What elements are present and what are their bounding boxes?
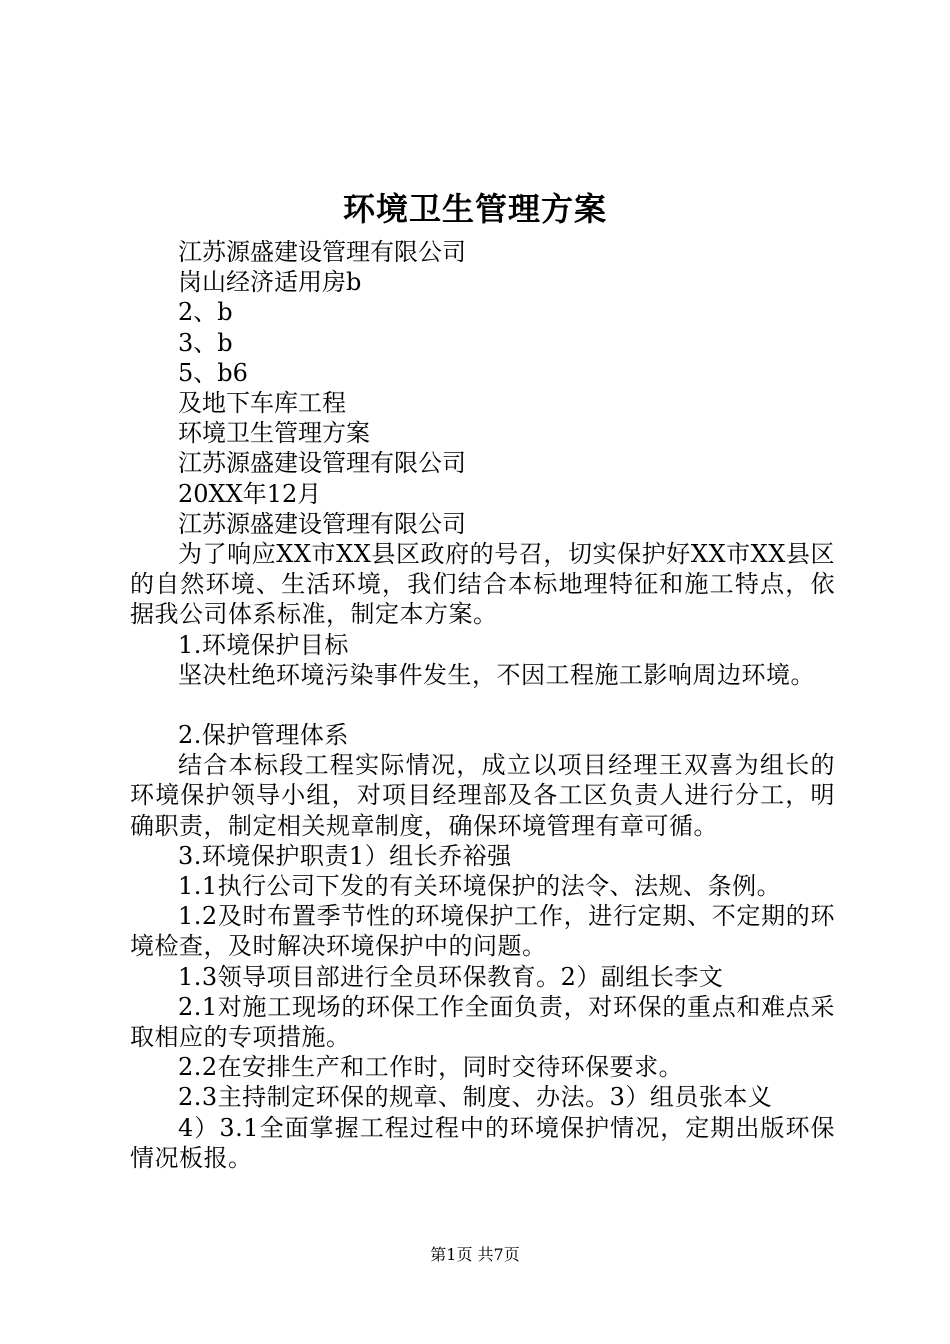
paragraph: 2.2在安排生产和工作时，同时交待环保要求。 [178,1053,684,1082]
section-heading: 3.环境保护职责1）组长乔裕强 [178,841,512,870]
paragraph: 2.1对施工现场的环保工作全面负责，对环保的重点和难点采取相应的专项措施。 [130,992,835,1052]
paragraph: 1.2及时布置季节性的环境保护工作，进行定期、不定期的环境检查，及时解决环境保护中的问题。 [130,902,835,961]
section-heading: 2.保护管理体系 [178,721,349,750]
paragraph: 坚决杜绝环境污染事件发生，不因工程施工影响周边环境。 [178,660,815,689]
document-body [130,237,835,1173]
paragraph: 为了响应XX市XX县区政府的号召，切实保护好XX市XX县区的自然环境、生活环境，我们结合本标地理特征和施工特点，依据我公司体系标准，制定本方案。 [130,540,835,629]
document-title: 环境卫生管理方案 [342,190,607,228]
paragraph: 1.1执行公司下发的有关环境保护的法令、法规、条例。 [178,872,782,901]
header-line: 2、b [178,298,233,327]
header-line: 环境卫生管理方案 [178,419,370,448]
paragraph: 结合本标段工程实际情况，成立以项目经理王双喜为组长的环境保护领导小组，对项目经理部及各工区负责人进行分工，明确职责，制定相关规章制度，确保环境管理有章可循。 [130,751,835,840]
header-line: 3、b [178,328,233,357]
header-line: 及地下车库工程 [178,389,346,418]
blank-line [130,690,835,720]
header-line: 5、b6 [178,358,248,387]
header-line: 江苏源盛建设管理有限公司 [178,449,466,478]
header-line: 江苏源盛建设管理有限公司 [178,509,466,538]
paragraph: 1.3领导项目部进行全员环保教育。2）副组长李文 [178,962,724,991]
page-footer: 第1页 共7页 [430,1245,520,1264]
header-line: 20XX年12月 [178,479,322,508]
paragraph: 2.3主持制定环保的规章、制度、办法。3）组员张本义 [178,1083,773,1112]
section-heading: 1.环境保护目标 [178,630,349,659]
paragraph: 4）3.1全面掌握工程过程中的环境保护情况，定期出版环保情况板报。 [130,1113,835,1172]
header-line: 岗山经济适用房b [178,268,362,297]
header-line: 江苏源盛建设管理有限公司 [178,238,466,266]
